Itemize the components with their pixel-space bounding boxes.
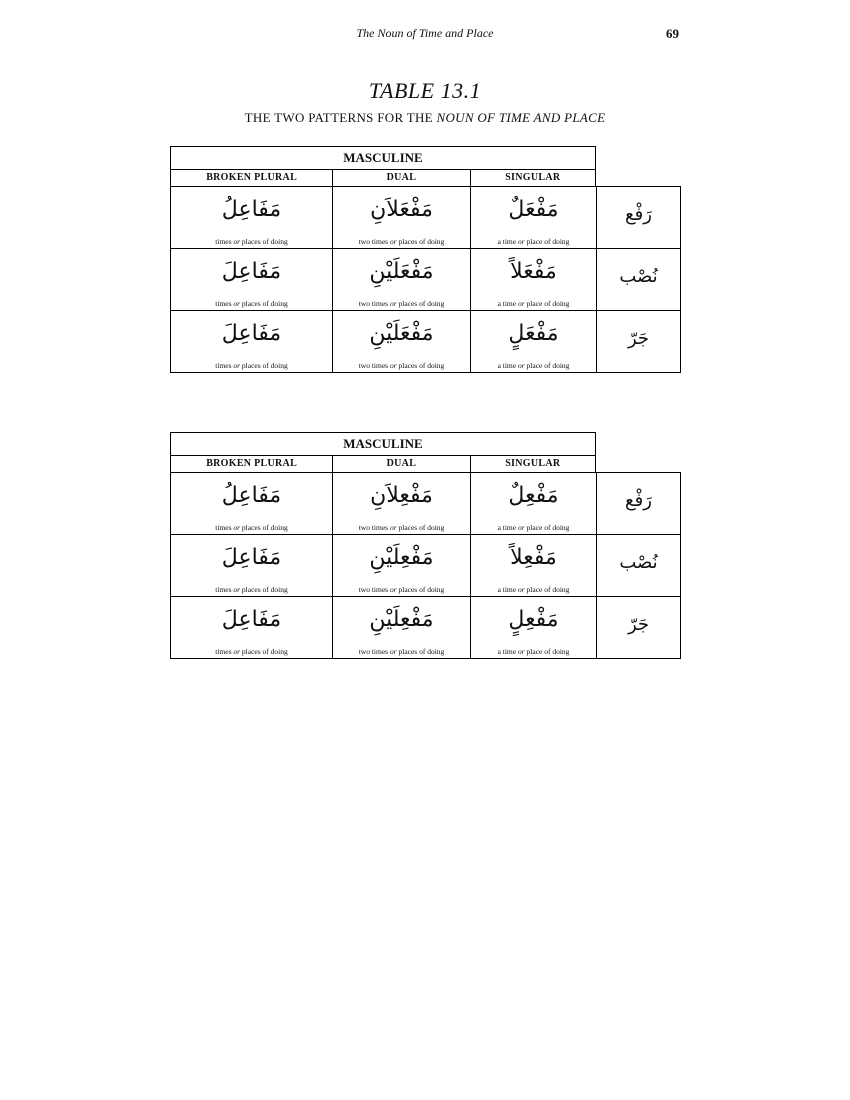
arabic-form: مَفْعَلَيْنِ <box>369 259 434 284</box>
table-header <box>170 146 596 187</box>
case-label: نُصْب <box>619 552 658 573</box>
gloss-dual: two times or places of doing <box>358 299 445 308</box>
subtitle-prefix: THE TWO PATTERNS FOR THE <box>244 110 437 125</box>
arabic-form: مَفْعِلَيْنِ <box>369 607 434 632</box>
gloss-singular: a time or place of doing <box>497 237 570 246</box>
gloss-singular: a time or place of doing <box>497 647 570 656</box>
arabic-form: مَفَاعِلَ <box>221 259 282 284</box>
gloss-singular: a time or place of doing <box>497 299 570 308</box>
arabic-form: مَفَاعِلُ <box>221 197 282 222</box>
cell-dual <box>333 473 471 534</box>
arabic-form: مَفْعِلاً <box>510 545 557 570</box>
cell-dual <box>333 311 471 372</box>
case-label: جَرّ <box>627 328 650 349</box>
gloss-singular: a time or place of doing <box>497 523 570 532</box>
running-title: The Noun of Time and Place <box>356 26 494 40</box>
cell-singular <box>471 535 597 596</box>
cell-case <box>597 535 680 596</box>
gloss-singular: a time or place of doing <box>497 361 570 370</box>
gloss-singular: a time or place of doing <box>497 585 570 594</box>
gloss-dual: two times or places of doing <box>358 523 445 532</box>
arabic-form: مَفْعِلٌ <box>508 483 559 508</box>
cell-plural <box>171 473 333 534</box>
case-label: جَرّ <box>627 614 650 635</box>
cell-case <box>597 187 680 248</box>
table-row-raf <box>171 473 680 534</box>
table-row-jarr <box>171 310 680 372</box>
case-label: رَفْع <box>625 490 652 511</box>
cell-plural <box>171 535 333 596</box>
arabic-form: مَفْعَلَيْنِ <box>369 321 434 346</box>
gloss-plural: times or places of doing <box>215 647 288 656</box>
cell-dual <box>333 597 471 658</box>
cell-singular <box>471 187 597 248</box>
cell-case <box>597 597 680 658</box>
gloss-plural: times or places of doing <box>215 361 288 370</box>
cell-plural <box>171 597 333 658</box>
cell-singular <box>471 249 597 310</box>
cell-case <box>597 311 680 372</box>
column-headers <box>171 456 595 472</box>
arabic-form: مَفْعِلَيْنِ <box>369 545 434 570</box>
column-header-broken-plural: BROKEN PLURAL <box>206 172 298 183</box>
arabic-form: مَفَاعِلُ <box>221 483 282 508</box>
table-subtitle <box>0 110 850 126</box>
arabic-form: مَفْعَلاً <box>510 259 557 284</box>
cell-singular <box>471 311 597 372</box>
gloss-plural: times or places of doing <box>215 237 288 246</box>
arabic-form: مَفْعِلاَنِ <box>370 483 433 508</box>
column-header-singular: SINGULAR <box>470 456 595 472</box>
table-body <box>170 186 681 373</box>
cell-singular <box>471 597 597 658</box>
gloss-plural: times or places of doing <box>215 585 288 594</box>
arabic-form: مَفْعِلٍ <box>508 607 559 632</box>
gloss-dual: two times or places of doing <box>358 361 445 370</box>
running-head <box>0 26 850 42</box>
cell-dual <box>333 535 471 596</box>
gloss-plural: times or places of doing <box>215 299 288 308</box>
cell-singular <box>471 473 597 534</box>
arabic-form: مَفَاعِلَ <box>221 545 282 570</box>
gloss-dual: two times or places of doing <box>358 585 445 594</box>
case-label: نُصْب <box>619 266 658 287</box>
cell-case <box>597 473 680 534</box>
gloss-dual: two times or places of doing <box>358 647 445 656</box>
arabic-form: مَفَاعِلَ <box>221 607 282 632</box>
arabic-form: مَفْعَلٌ <box>508 197 559 222</box>
table-title: TABLE 13.1 <box>368 78 482 103</box>
cell-plural <box>171 249 333 310</box>
gloss-plural: times or places of doing <box>215 523 288 532</box>
pattern-table-1 <box>170 146 681 373</box>
arabic-form: مَفَاعِلَ <box>221 321 282 346</box>
column-headers <box>171 170 595 186</box>
gloss-dual: two times or places of doing <box>358 237 445 246</box>
cell-case <box>597 249 680 310</box>
table-body <box>170 472 681 659</box>
gender-heading: MASCULINE <box>171 433 595 456</box>
subtitle-italic: NOUN OF TIME AND PLACE <box>436 110 606 125</box>
table-header <box>170 432 596 473</box>
table-row-nasb <box>171 534 680 596</box>
column-header-broken-plural: BROKEN PLURAL <box>206 458 298 469</box>
column-header-singular: SINGULAR <box>470 170 595 186</box>
case-label: رَفْع <box>625 204 652 225</box>
cell-plural <box>171 187 333 248</box>
arabic-form: مَفْعَلاَنِ <box>370 197 433 222</box>
cell-dual <box>333 249 471 310</box>
column-header-dual: DUAL <box>332 456 469 472</box>
table-row-nasb <box>171 248 680 310</box>
column-header-dual: DUAL <box>332 170 469 186</box>
table-row-raf <box>171 187 680 248</box>
cell-plural <box>171 311 333 372</box>
gender-heading: MASCULINE <box>171 147 595 170</box>
page-number: 69 <box>666 26 679 41</box>
pattern-table-2 <box>170 432 681 659</box>
cell-dual <box>333 187 471 248</box>
arabic-form: مَفْعَلٍ <box>508 321 559 346</box>
table-row-jarr <box>171 596 680 658</box>
